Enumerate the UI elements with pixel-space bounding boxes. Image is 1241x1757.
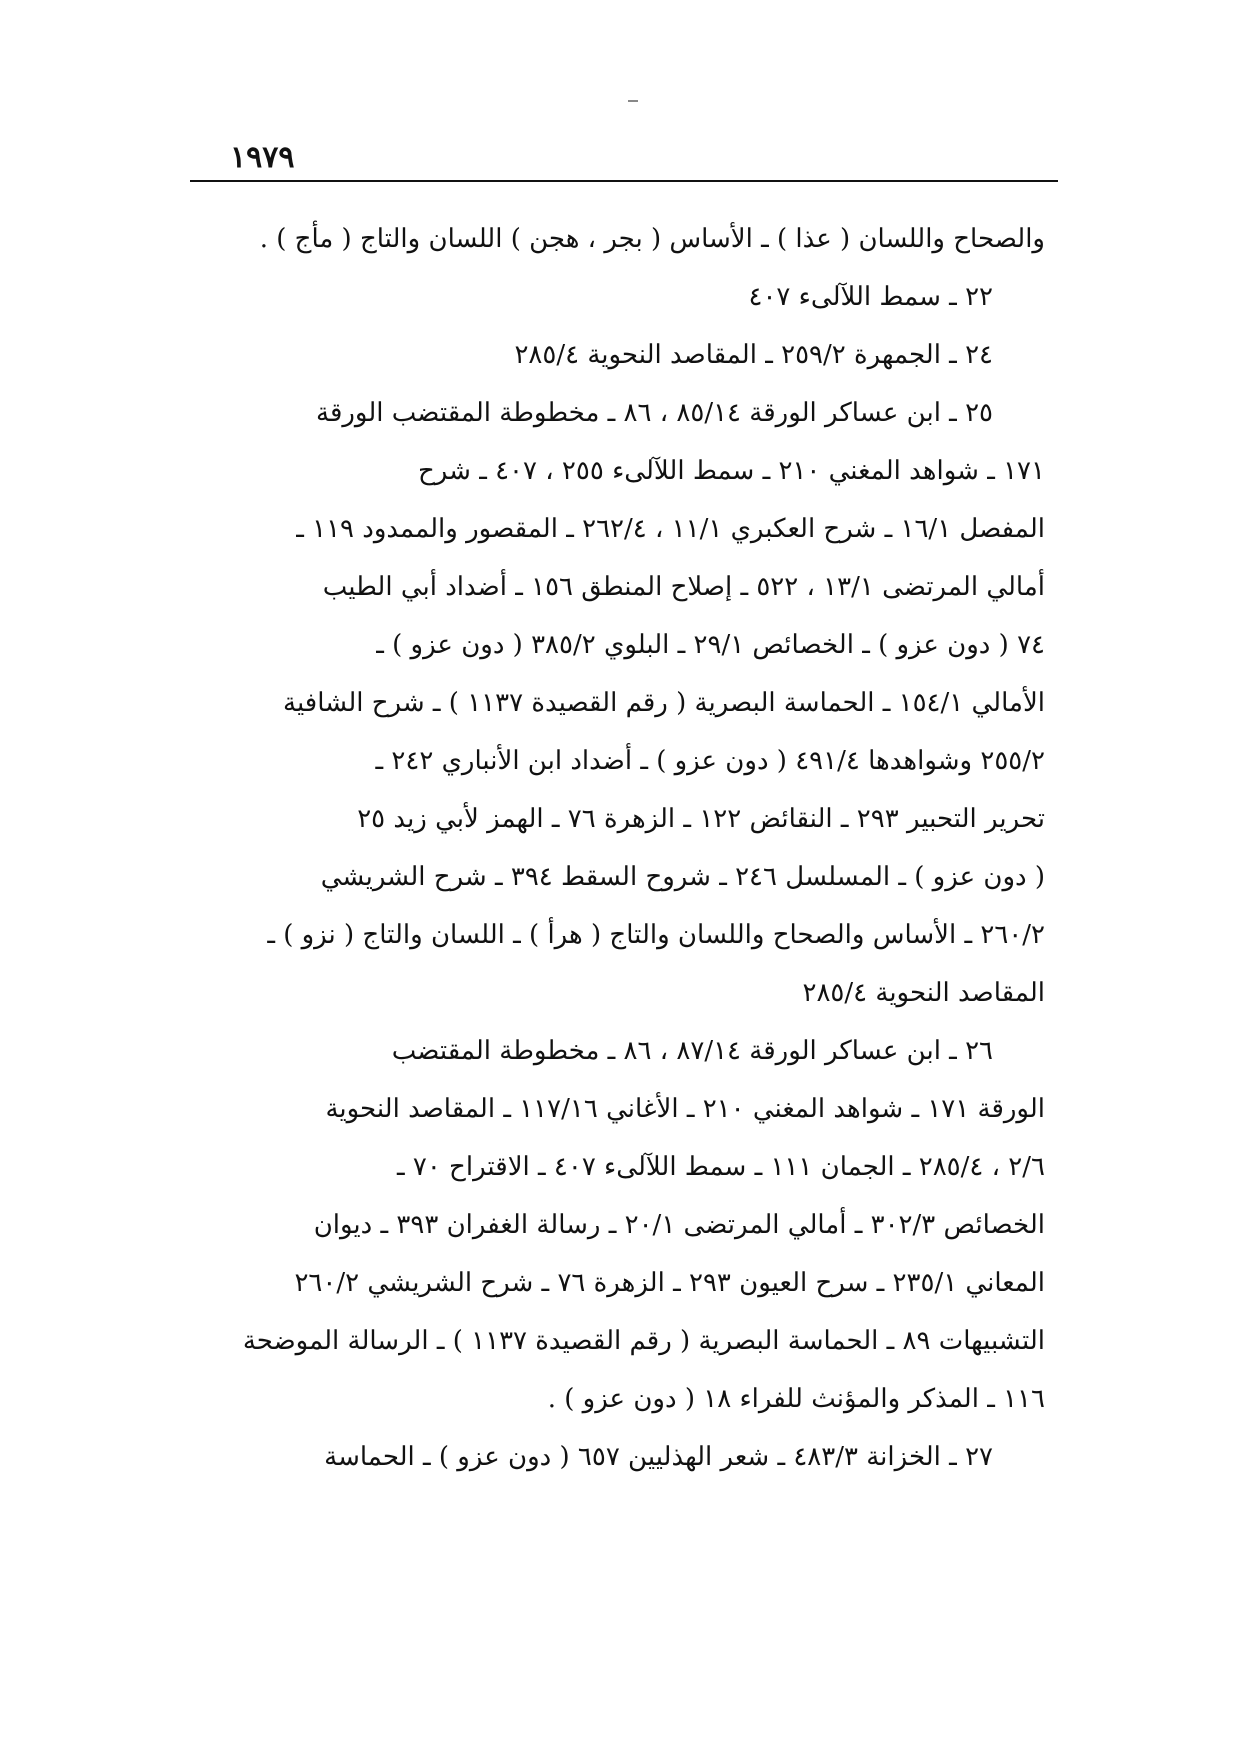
text-line: ١٧١ ـ شواهد المغني ٢١٠ ـ سمط اللآلىء ٢٥٥ ، ٤٠٧ ـ شرح: [418, 456, 1045, 486]
text-line: الخصائص ٣٠٢/٣ ـ أمالي المرتضى ٢٠/١ ـ رسالة الغفران ٣٩٣ ـ ديوان: [313, 1210, 1045, 1240]
page-number: ١٩٧٩: [230, 140, 295, 175]
footnotes-body: [205, 210, 1045, 1486]
text-line: ٢/٦ ، ٢٨٥/٤ ـ الجمان ١١١ ـ سمط اللآلىء ٤٠٧ ـ الاقتراح ٧٠ ـ: [396, 1152, 1045, 1182]
text-line: ٢٦٠/٢ ـ الأساس والصحاح واللسان والتاج ( هرأ ) ـ اللسان والتاج ( نزو ) ـ: [267, 920, 1045, 950]
text-line: ٢٢ ـ سمط اللآلىء ٤٠٧: [748, 282, 993, 312]
text-line: ٢٧ ـ الخزانة ٤٨٣/٣ ـ شعر الهذليين ٦٥٧ ( دون عزو ) ـ الحماسة: [324, 1442, 993, 1472]
text-line: ٢٥٥/٢ وشواهدها ٤٩١/٤ ( دون عزو ) ـ أضداد ابن الأنباري ٢٤٢ ـ: [375, 746, 1045, 776]
text-line: الأمالي ١٥٤/١ ـ الحماسة البصرية ( رقم القصيدة ١١٣٧ ) ـ شرح الشافية: [283, 688, 1045, 718]
text-line: ٢٤ ـ الجمهرة ٢٥٩/٢ ـ المقاصد النحوية ٢٨٥/٤: [514, 340, 993, 370]
text-line: المعاني ٢٣٥/١ ـ سرح العيون ٢٩٣ ـ الزهرة ٧٦ ـ شرح الشريشي ٢٦٠/٢: [294, 1268, 1045, 1298]
text-line: التشبيهات ٨٩ ـ الحماسة البصرية ( رقم القصيدة ١١٣٧ ) ـ الرسالة الموضحة: [242, 1326, 1045, 1356]
text-line: أمالي المرتضى ١٣/١ ، ٥٢٢ ـ إصلاح المنطق ١٥٦ ـ أضداد أبي الطيب: [322, 572, 1045, 602]
text-line: المفصل ١٦/١ ـ شرح العكبري ١١/١ ، ٢٦٢/٤ ـ المقصور والممدود ١١٩ ـ: [296, 514, 1045, 544]
scan-speck: [628, 100, 638, 102]
text-line: ٢٥ ـ ابن عساكر الورقة ٨٥/١٤ ، ٨٦ ـ مخطوطة المقتضب الورقة: [316, 398, 993, 428]
text-line: الورقة ١٧١ ـ شواهد المغني ٢١٠ ـ الأغاني ١١٧/١٦ ـ المقاصد النحوية: [325, 1094, 1045, 1124]
text-line: ( دون عزو ) ـ المسلسل ٢٤٦ ـ شروح السقط ٣٩٤ ـ شرح الشريشي: [320, 862, 1045, 892]
text-line: المقاصد النحوية ٢٨٥/٤: [802, 978, 1045, 1008]
text-line: ٢٦ ـ ابن عساكر الورقة ٨٧/١٤ ، ٨٦ ـ مخطوطة المقتضب: [391, 1036, 993, 1066]
text-line: والصحاح واللسان ( عذا ) ـ الأساس ( بجر ، هجن ) اللسان والتاج ( مأج ) .: [259, 224, 1045, 254]
text-line: ١١٦ ـ المذكر والمؤنث للفراء ١٨ ( دون عزو ) .: [547, 1384, 1045, 1414]
header-rule: [190, 180, 1058, 182]
text-line: ٧٤ ( دون عزو ) ـ الخصائص ٢٩/١ ـ البلوي ٣٨٥/٢ ( دون عزو ) ـ: [376, 630, 1045, 660]
text-line: تحرير التحبير ٢٩٣ ـ النقائض ١٢٢ ـ الزهرة ٧٦ ـ الهمز لأبي زيد ٢٥: [357, 804, 1045, 834]
